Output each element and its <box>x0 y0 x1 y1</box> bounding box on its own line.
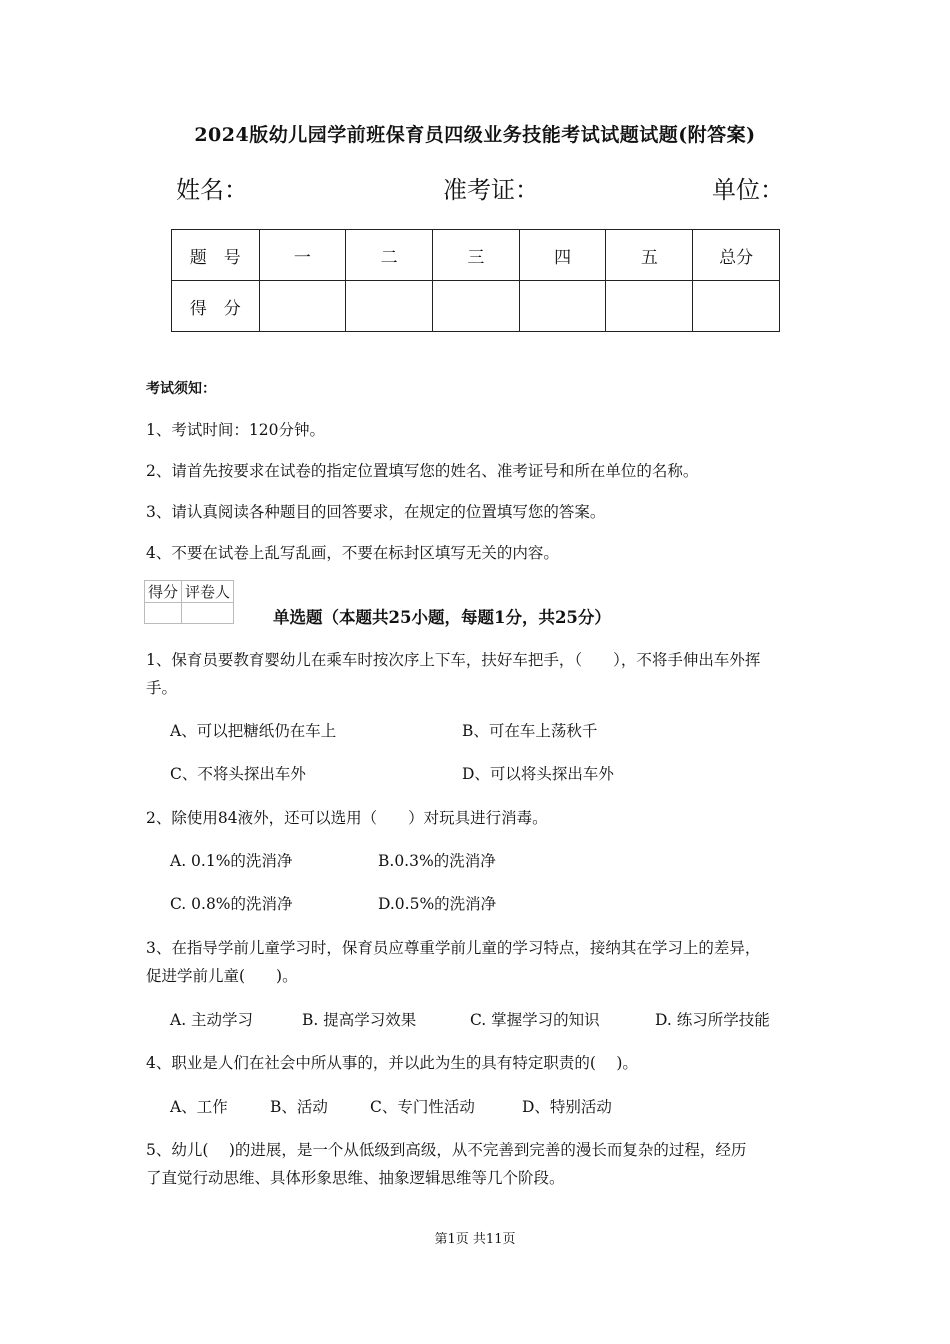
question-5-text: 5、幼儿( )的进展，是一个从低级到高级，从不完善到完善的漫长而复杂的过程，经历 <box>146 1141 747 1159</box>
notice-item: 3、请认真阅读各种题目的回答要求，在规定的位置填写您的答案。 <box>146 503 606 521</box>
notice-item: 1、考试时间：120分钟。 <box>146 421 325 439</box>
score-table-score-row <box>172 281 780 332</box>
score-table-header-row <box>172 230 780 281</box>
question-4-text: 4、职业是人们在社会中所从事的，并以此为生的具有特定职责的( )。 <box>146 1054 638 1072</box>
notice-title: 考试须知： <box>146 381 216 397</box>
question-1-text: 1、保育员要教育婴幼儿在乘车时按次序上下车，扶好车把手，（ ），不将手伸出车外挥 <box>146 651 761 669</box>
score-blank[interactable] <box>346 281 433 332</box>
question-5-text-cont: 了直觉行动思维、具体形象思维、抽象逻辑思维等几个阶段。 <box>146 1169 565 1187</box>
page-footer: 第1页 共11页 <box>434 1232 516 1247</box>
score-cell-5: 五 <box>606 230 693 281</box>
notice-item: 2、请首先按要求在试卷的指定位置填写您的姓名、准考证号和所在单位的名称。 <box>146 462 699 480</box>
question-3-option-d: D. 练习所学技能 <box>655 1011 770 1029</box>
score-cell-question-no: 题 号 <box>172 230 260 281</box>
exam-id-label: 准考证： <box>443 176 539 204</box>
grader-score-blank[interactable] <box>145 603 182 624</box>
score-cell-total: 总分 <box>693 230 780 281</box>
question-1-option-a: A、可以把糖纸仍在车上 <box>170 722 337 740</box>
score-blank[interactable] <box>259 281 346 332</box>
question-2-option-a: A. 0.1%的洗消净 <box>170 852 293 870</box>
question-1-option-c: C、不将头探出车外 <box>170 765 306 783</box>
grader-name-label: 评卷人 <box>182 581 234 603</box>
question-3-option-c: C. 掌握学习的知识 <box>470 1011 600 1029</box>
question-1-option-b: B、可在车上荡秋千 <box>462 722 598 740</box>
question-1-text-cont: 手。 <box>146 679 178 697</box>
score-blank[interactable] <box>433 281 520 332</box>
question-2-text: 2、除使用84液外，还可以选用（ ）对玩具进行消毒。 <box>146 809 548 827</box>
question-4-option-b: B、活动 <box>270 1098 328 1116</box>
notice-item: 4、不要在试卷上乱写乱画，不要在标封区填写无关的内容。 <box>146 544 559 562</box>
score-cell-1: 一 <box>259 230 346 281</box>
question-4-option-c: C、专门性活动 <box>370 1098 475 1116</box>
question-3-option-b: B. 提高学习效果 <box>302 1011 417 1029</box>
question-3-text: 3、在指导学前儿童学习时，保育员应尊重学前儿童的学习特点，接纳其在学习上的差异， <box>146 939 761 957</box>
grader-name-blank[interactable] <box>182 603 234 624</box>
exam-title: 2024版幼儿园学前班保育员四级业务技能考试试题试题(附答案) <box>194 124 756 146</box>
question-3-option-a: A. 主动学习 <box>170 1011 254 1029</box>
name-label: 姓名： <box>176 176 248 204</box>
unit-label: 单位： <box>712 176 784 204</box>
score-blank[interactable] <box>519 281 606 332</box>
grader-score-label: 得分 <box>145 581 182 603</box>
question-2-option-c: C. 0.8%的洗消净 <box>170 895 293 913</box>
score-cell-3: 三 <box>433 230 520 281</box>
score-table <box>171 229 780 332</box>
grader-box <box>144 580 234 624</box>
score-blank[interactable] <box>693 281 780 332</box>
score-blank[interactable] <box>606 281 693 332</box>
section-title: 单选题（本题共25小题，每题1分，共25分） <box>273 608 611 627</box>
question-1-option-d: D、可以将头探出车外 <box>462 765 614 783</box>
score-cell-2: 二 <box>346 230 433 281</box>
score-row-label: 得 分 <box>172 281 260 332</box>
question-2-option-b: B.0.3%的洗消净 <box>378 852 496 870</box>
question-3-text-cont: 促进学前儿童( )。 <box>146 967 298 985</box>
question-2-option-d: D.0.5%的洗消净 <box>378 895 497 913</box>
score-cell-4: 四 <box>519 230 606 281</box>
question-4-option-d: D、特别活动 <box>522 1098 612 1116</box>
question-4-option-a: A、工作 <box>170 1098 228 1116</box>
